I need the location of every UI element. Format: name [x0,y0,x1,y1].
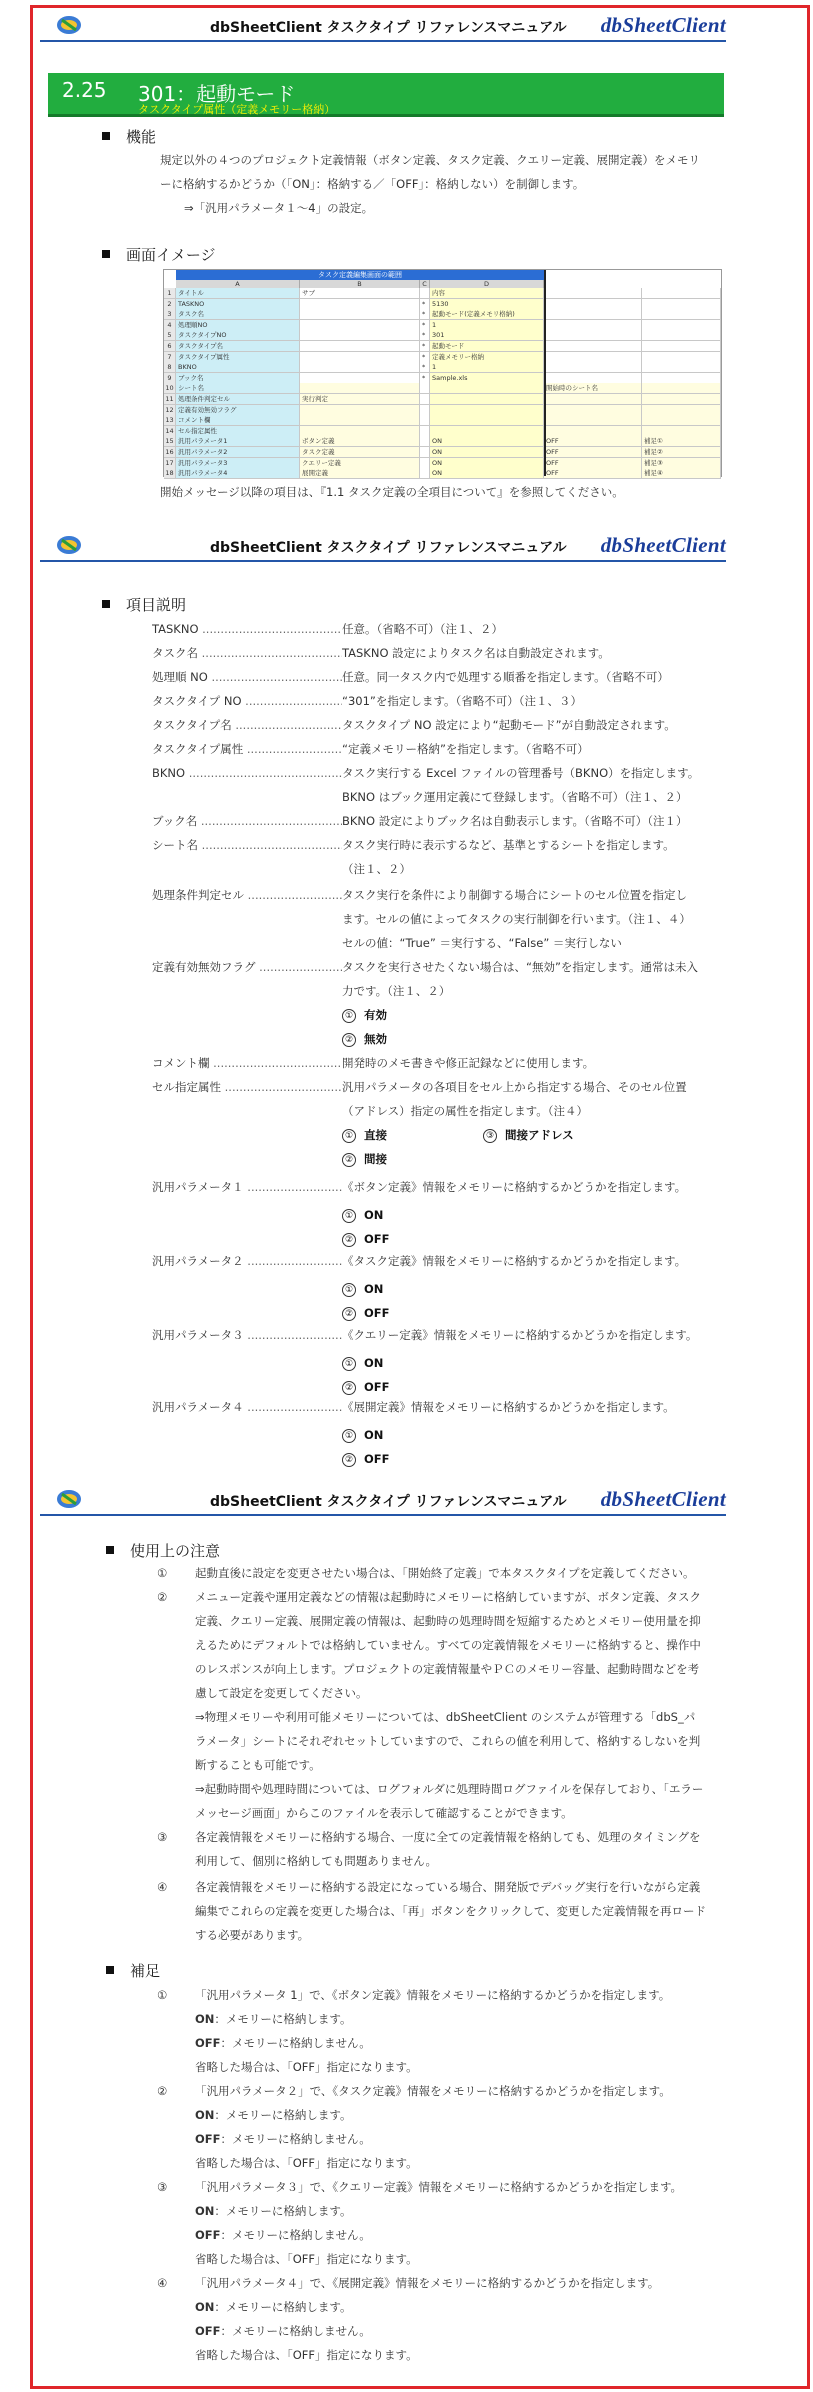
sheet-cell-n: 15 [164,436,176,446]
sheet-cell-b: 実行判定 [300,394,420,404]
sheet-cell-c: * [420,320,430,330]
sheet-cell-f [642,362,721,372]
sheet-cell-b [300,330,420,340]
sheet-cell-f [642,320,721,330]
item-label: 定義有効無効フラグ ..... [152,955,342,979]
sheet-row [164,394,721,405]
sheet-row [164,383,721,394]
sheet-cell-f: 補足④ [642,468,721,478]
sheet-row [164,405,721,416]
sheet-row [164,362,721,373]
feature-line-1: 規定以外の４つのプロジェクト定義情報（ボタン定義、タスク定義、クエリー定義、展開定義）をメモリ [160,153,701,167]
app-logo-icon [56,1486,82,1510]
sheet-cell-a: BKNO [176,362,300,372]
brand-logo-text: dbSheetClient [600,13,726,37]
sheet-cell-f [642,288,721,298]
sheet-cell-n: 8 [164,362,176,372]
bullet-square-icon [106,1966,114,1974]
sheet-cell-n: 11 [164,394,176,404]
bullet-square-icon [102,250,110,258]
sheet-cell-a: タスク名 [176,309,300,319]
sheet-cell-d: 1 [430,320,544,330]
sheet-cell-n: 14 [164,426,176,436]
item-desc: “定義メモリー格納”を指定します。（省略不可） [342,742,589,756]
sheet-row [164,426,721,437]
item-label: ブック名 ..... [152,809,342,833]
item-label: シート名 ..... [152,833,342,857]
sheet-row [164,415,721,426]
sheet-cell-b [300,341,420,351]
item-label: 処理条件判定セル ..... [152,883,342,907]
sheet-cell-n: 1 [164,288,176,298]
sheet-cell-e [544,320,642,330]
sheet-cell-d [430,426,544,436]
page-header [40,8,726,42]
sheet-cell-c: * [420,373,430,383]
sheet-cell-n: 2 [164,299,176,309]
sheet-cell-b [300,299,420,309]
sheet-cell-f [642,415,721,425]
sheet-cell-b [300,320,420,330]
sheet-cell-b [300,362,420,372]
sheet-cell-c: * [420,309,430,319]
sheet-cell-n: 4 [164,320,176,330]
sheet-cell-n: 6 [164,341,176,351]
sheet-cell-n: 17 [164,458,176,468]
col-letter-b: B [300,280,420,288]
sheet-cell-d: 301 [430,330,544,340]
sheet-cell-e [544,309,642,319]
sheet-cell-e: OFF [544,436,642,446]
sheet-cell-n: 3 [164,309,176,319]
item-label: タスク名 ..... [152,641,342,665]
sheet-cell-d: 1 [430,362,544,372]
sheet-row [164,447,721,458]
item-desc: タスク実行時に表示するなど、基準とするシートを指定します。 （注１、２） [342,838,675,876]
sheet-cell-a: 汎用パラメータ2 [176,447,300,457]
option-disabled: ② 無効 [342,1027,714,1051]
item-label: タスクタイプ属性 ..... [152,737,342,761]
sheet-cell-a: 汎用パラメータ3 [176,458,300,468]
sheet-cell-n: 7 [164,352,176,362]
note-4: ④ 各定義情報をメモリーに格納する設定になっている場合、開発版でデバッグ実行を行いながら定義 編集でこれらの定義を変更した場合は、「再」ボタンをクリックして、変更した定義情報を再ロード する必要があります。 [157,1880,707,1942]
sheet-cell-b [300,405,420,415]
sheet-cell-c [420,468,430,478]
item-label: 汎用パラメータ４ ..... [152,1395,342,1419]
item-desc: 任意。同一タスク内で処理する順番を指定します。（省略不可） [342,670,669,684]
sheet-cell-d: ON [430,468,544,478]
sheet-cell-f: 補足② [642,447,721,457]
item-label: 汎用パラメータ２ ..... [152,1249,342,1273]
sheet-cell-d: 5130 [430,299,544,309]
sheet-cell-n: 9 [164,373,176,383]
sheet-cell-e [544,426,642,436]
sheet-cell-d [430,405,544,415]
section-number: 2.25 [62,78,107,102]
feature-heading: 機能 [102,126,156,147]
item-desc: BKNO 設定によりブック名は自動表示します。（省略不可）（注１） [342,814,688,828]
sheet-cell-a: コメント欄 [176,415,300,425]
sheet-cell-e: OFF [544,447,642,457]
sheet-cell-c: * [420,341,430,351]
spreadsheet-image [163,269,722,477]
supplement-heading: 補足 [106,1960,160,1981]
supplement-item-3: ③ 「汎用パラメータ３」で、《クエリー定義》情報をメモリーに格納するかどうかを指定します。 ON：メモリーに格納します。 OFF：メモリーに格納しません。 省略した場合は、「OFF」指定になります。 [157,2180,683,2266]
supplement-item-1: ① 「汎用パラメータ 1」で、《ボタン定義》情報をメモリーに格納するかどうかを指定します。 ON：メモリーに格納します。 OFF：メモリーに格納しません。 省略した場合は、「OFF」指定になります。 [157,1988,671,2074]
sheet-cell-n: 12 [164,405,176,415]
sheet-cell-d: ON [430,458,544,468]
sheet-cell-e [544,415,642,425]
sheet-row [164,309,721,320]
sheet-cell-d [430,415,544,425]
col-letter-d: D [430,280,544,288]
section-subtitle: タスクタイプ属性（定義メモリー格納） [138,103,336,116]
sheet-row [164,341,721,352]
note-3: ③ 各定義情報をメモリーに格納する場合、一度に全ての定義情報を格納しても、処理のタイミングを 利用して、個別に格納しても問題ありません。 [157,1830,701,1868]
sheet-cell-e [544,373,642,383]
item-label: 汎用パラメータ３ ..... [152,1323,342,1347]
sheet-cell-e [544,299,642,309]
sheet-cell-b [300,426,420,436]
item-desc: タスク実行を条件により制御する場合にシートのセル位置を指定し ます。セルの値によってタスクの実行制御を行います。（注１、４） セルの値：“True” ＝実行する、“False” ＝実行しない [342,888,691,950]
sheet-cell-d [430,383,544,393]
sheet-cell-b [300,309,420,319]
sheet-row [164,468,721,479]
sheet-row [164,299,721,310]
item-label: BKNO ..... [152,761,342,785]
sheet-cell-a: タスクタイプ属性 [176,352,300,362]
sheet-cell-a: TASKNO [176,299,300,309]
col-letter-a: A [176,280,300,288]
sheet-cell-d: 定義メモリー格納 [430,352,544,362]
sheet-cell-a: セル指定属性 [176,426,300,436]
sheet-cell-c: * [420,330,430,340]
sheet-cell-a: タスクタイプNO [176,330,300,340]
sheet-cell-e [544,362,642,372]
note-1: ① 起動直後に設定を変更させたい場合は、「開始終了定義」で本タスクタイプを定義してください。 [157,1566,695,1580]
sheet-cell-d: 内容 [430,288,544,298]
sheet-cell-c [420,383,430,393]
sheet-cell-f [642,426,721,436]
sheet-cell-c [420,405,430,415]
sheet-cell-n: 18 [164,468,176,478]
sheet-cell-d: 起動モード(定義メモリ格納) [430,309,544,319]
sheet-cell-c: * [420,352,430,362]
sheet-cell-c [420,436,430,446]
sheet-cell-c [420,426,430,436]
sheet-cell-f [642,394,721,404]
sheet-row [164,320,721,331]
item-desc: タスクタイプ NO 設定により“起動モード”が自動設定されます。 [342,718,676,732]
sheet-cell-c [420,288,430,298]
bullet-square-icon [102,132,110,140]
sheet-cell-c [420,458,430,468]
sheet-cell-e [544,394,642,404]
item-desc: 《ボタン定義》情報をメモリーに格納するかどうかを指定します。 ① ON ② OFF [342,1180,687,1246]
sheet-cell-e [544,341,642,351]
item-label: TASKNO ..... [152,617,342,641]
sheet-cell-f [642,330,721,340]
sheet-cell-c [420,415,430,425]
sheet-cell-f [642,383,721,393]
sheet-cell-d: ON [430,436,544,446]
sheet-cell-f [642,352,721,362]
option-enabled: ① 有効 [342,1003,714,1027]
range-border [544,270,546,476]
sheet-cell-f [642,299,721,309]
sheet-cell-e [544,288,642,298]
sheet-cell-b [300,373,420,383]
item-label: タスクタイプ名 ..... [152,713,342,737]
sheet-cell-n: 16 [164,447,176,457]
sheet-cell-b: ボタン定義 [300,436,420,446]
item-desc: 汎用パラメータの各項目をセル上から指定する場合、そのセル位置 （アドレス）指定の属性を指定します。（注４） ① 直接 ③ 間接アドレス ② 間接 [342,1075,714,1171]
sheet-cell-a: 処理条件判定セル [176,394,300,404]
sheet-cell-b: クエリー定義 [300,458,420,468]
app-logo-icon [56,532,82,556]
sheet-cell-e: 開始時のシート名 [544,383,642,393]
item-desc: 《クエリー定義》情報をメモリーに格納するかどうかを指定します。 ① ON ② OFF [342,1328,698,1394]
sheet-cell-c: * [420,362,430,372]
sheet-row [164,288,721,299]
sheet-cell-n: 13 [164,415,176,425]
sheet-cell-e: OFF [544,468,642,478]
sheet-cell-b: サブ [300,288,420,298]
sheet-cell-a: シート名 [176,383,300,393]
notes-heading: 使用上の注意 [106,1540,220,1561]
app-logo-icon [56,12,82,36]
item-label: セル指定属性 ..... [152,1075,342,1099]
item-label: タスクタイプ NO ..... [152,689,342,713]
sheet-cell-b [300,383,420,393]
option-direct: ① 直接 ③ 間接アドレス [342,1123,714,1147]
screen-note: 開始メッセージ以降の項目は、『1.1 タスク定義の全項目について』を参照してください。 [160,485,624,499]
item-label: 汎用パラメータ１ ..... [152,1175,342,1199]
supplement-item-2: ② 「汎用パラメータ２」で、《タスク定義》情報をメモリーに格納するかどうかを指定します。 ON：メモリーに格納します。 OFF：メモリーに格納しません。 省略した場合は、「OFF」指定になります。 [157,2084,671,2170]
sheet-cell-a: ブック名 [176,373,300,383]
sheet-row [164,373,721,384]
section-title: 301：起動モード [138,82,296,106]
sheet-cell-b: 展開定義 [300,468,420,478]
item-desc: “301”を指定します。（省略不可）（注１、３） [342,694,582,708]
header-title: dbSheetClient タスクタイプ リファレンスマニュアル [210,540,567,556]
sheet-cell-n: 10 [164,383,176,393]
sheet-cell-f: 補足① [642,436,721,446]
item-desc: 《タスク定義》情報をメモリーに格納するかどうかを指定します。 ① ON ② OFF [342,1254,687,1320]
col-letter-c: C [420,280,430,288]
note-2: ② メニュー定義や運用定義などの情報は起動時にメモリーに格納していますが、ボタン定義、タスク 定義、クエリー定義、展開定義の情報は、起動時の処理時間を短縮するためとメモリー使用量を抑 えるためにデフォルトでは格納していません。すべての定義情報をメモリーに格納すると、操作中 のレスポンスが向上します。プロジェクトの定義情報量やＰＣのメモリー容量、起動時間などを考 慮して設定を変更してください。 ⇒物理メモリーや利用可能メモリーについては、dbSheetClient のシステムが管理する「dbS_パ ラメータ」シートにそれぞれセットしていますので、これらの値を利用して、格納するしないを判 断することも可能です。 ⇒起動時間や処理時間については、ログフォルダに処理時間ログファイルを保存しており、「エラー メッセージ画面」からこのファイルを表示して確認することができます。 [157,1590,704,1820]
header-title: dbSheetClient タスクタイプ リファレンスマニュアル [210,1494,567,1510]
bullet-square-icon [106,1546,114,1554]
sheet-cell-a: タスクタイプ名 [176,341,300,351]
page-header [40,1482,726,1516]
sheet-row [164,352,721,363]
sheet-banner: タスク定義編集画面の範囲 [176,270,544,280]
sheet-row [164,436,721,447]
item-desc: タスクを実行させたくない場合は、“無効”を指定します。通常は未入 力です。（注１、２） ① 有効 ② 無効 [342,955,714,1051]
sheet-cell-b: タスク定義 [300,447,420,457]
sheet-cell-a: 汎用パラメータ1 [176,436,300,446]
sheet-cell-f: 補足③ [642,458,721,468]
sheet-cell-d: Sample.xls [430,373,544,383]
sheet-cell-n: 5 [164,330,176,340]
sheet-cell-c: * [420,299,430,309]
sheet-cell-a: 処理順NO [176,320,300,330]
sheet-cell-e [544,352,642,362]
feature-line-3: ⇒「汎用パラメータ１～4」の設定。 [184,201,374,215]
bullet-square-icon [102,600,110,608]
item-desc: 開発時のメモ書きや修正記録などに使用します。 [342,1056,595,1070]
page-header [40,528,726,562]
supplement-item-4: ④ 「汎用パラメータ４」で、《展開定義》情報をメモリーに格納するかどうかを指定します。 ON：メモリーに格納します。 OFF：メモリーに格納しません。 省略した場合は、「OFF」指定になります。 [157,2276,660,2362]
item-desc: 《展開定義》情報をメモリーに格納するかどうかを指定します。 ① ON ② OFF [342,1400,675,1466]
sheet-cell-f [642,373,721,383]
section-title-bar [48,73,724,117]
sheet-cell-d: 起動モード [430,341,544,351]
sheet-cell-f [642,309,721,319]
sheet-cell-e: OFF [544,458,642,468]
sheet-row [164,458,721,469]
sheet-cell-c [420,447,430,457]
feature-line-2: ーに格納するかどうか（「ON」：格納する／「OFF」：格納しない）を制御します。 [160,177,585,191]
sheet-cell-d: ON [430,447,544,457]
sheet-cell-a: 汎用パラメータ4 [176,468,300,478]
sheet-cell-a: 定義有効無効フラグ [176,405,300,415]
header-title: dbSheetClient タスクタイプ リファレンスマニュアル [210,20,567,36]
item-desc: TASKNO 設定によりタスク名は自動設定されます。 [342,646,610,660]
sheet-cell-d [430,394,544,404]
items-heading: 項目説明 [102,594,186,615]
sheet-cell-f [642,341,721,351]
item-desc: タスク実行する Excel ファイルの管理番号（BKNO）を指定します。 BKNO はブック運用定義にて登録します。（省略不可）（注１、２） [342,766,700,804]
sheet-cell-b [300,352,420,362]
screen-heading: 画面イメージ [102,244,216,265]
sheet-cell-f [642,405,721,415]
sheet-cell-e [544,405,642,415]
sheet-row [164,330,721,341]
sheet-cell-c [420,394,430,404]
sheet-cell-a: タイトル [176,288,300,298]
sheet-cell-b [300,415,420,425]
brand-logo-text: dbSheetClient [600,533,726,557]
option-indirect: ② 間接 [342,1147,714,1171]
brand-logo-text: dbSheetClient [600,1487,726,1511]
sheet-cell-e [544,330,642,340]
item-desc: 任意。（省略不可）（注１、２） [342,622,503,636]
item-label: 処理順 NO ..... [152,665,342,689]
item-label: コメント欄 ..... [152,1051,342,1075]
